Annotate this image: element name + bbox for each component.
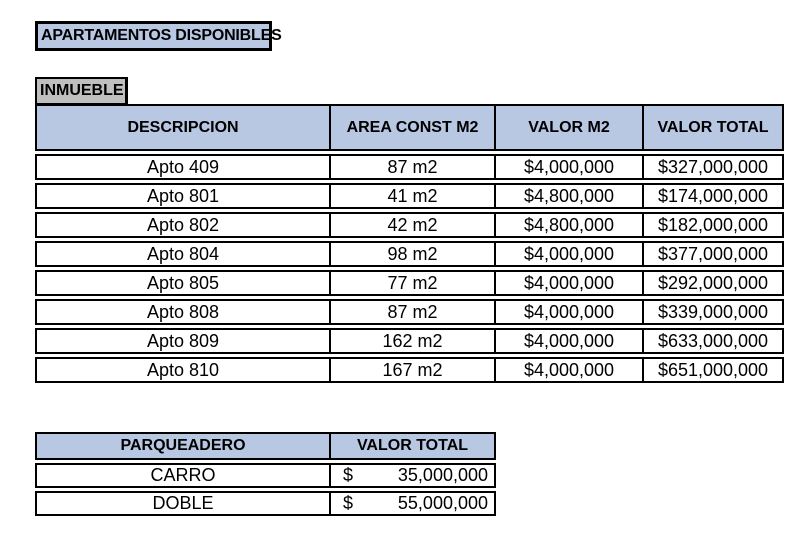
cell-area: 87 m2 xyxy=(329,299,496,325)
cell-valor-m2: $4,000,000 xyxy=(494,270,644,296)
cell-valor-total: $633,000,000 xyxy=(642,328,784,354)
cell-parking-value xyxy=(329,491,496,516)
amount-value: 35,000,000 xyxy=(397,465,488,485)
table-row xyxy=(35,328,784,354)
cell-area: 42 m2 xyxy=(329,212,496,238)
cell-area: 87 m2 xyxy=(329,154,496,180)
table-row xyxy=(35,183,784,209)
cell-descripcion: Apto 808 xyxy=(35,299,331,325)
page-title: APARTAMENTOS DISPONIBLES xyxy=(35,21,272,51)
cell-area: 167 m2 xyxy=(329,357,496,383)
cell-valor-total: $182,000,000 xyxy=(642,212,784,238)
cell-valor-total: $339,000,000 xyxy=(642,299,784,325)
cell-area: 162 m2 xyxy=(329,328,496,354)
cell-descripcion: Apto 409 xyxy=(35,154,331,180)
cell-valor-total: $327,000,000 xyxy=(642,154,784,180)
table-row xyxy=(35,270,784,296)
table-row xyxy=(35,357,784,383)
cell-descripcion: Apto 810 xyxy=(35,357,331,383)
cell-area: 77 m2 xyxy=(329,270,496,296)
currency-symbol: $ xyxy=(343,465,354,485)
cell-area: 98 m2 xyxy=(329,241,496,267)
cell-descripcion: Apto 801 xyxy=(35,183,331,209)
table-row xyxy=(35,212,784,238)
column-header-valor-total: VALOR TOTAL xyxy=(642,104,784,151)
cell-valor-total: $651,000,000 xyxy=(642,357,784,383)
column-header-valor-m2: VALOR M2 xyxy=(494,104,644,151)
table-row xyxy=(35,463,496,488)
column-header-descripcion: DESCRIPCION xyxy=(35,104,331,151)
cell-valor-m2: $4,000,000 xyxy=(494,241,644,267)
cell-valor-m2: $4,000,000 xyxy=(494,154,644,180)
cell-area: 41 m2 xyxy=(329,183,496,209)
column-header-parqueadero: PARQUEADERO xyxy=(35,432,331,460)
cell-descripcion: Apto 809 xyxy=(35,328,331,354)
cell-valor-m2: $4,800,000 xyxy=(494,183,644,209)
cell-parking-type: CARRO xyxy=(35,463,331,488)
cell-valor-m2: $4,000,000 xyxy=(494,328,644,354)
currency-symbol: $ xyxy=(343,493,354,513)
table-row xyxy=(35,241,784,267)
cell-valor-total: $292,000,000 xyxy=(642,270,784,296)
column-header-area-const: AREA CONST M2 xyxy=(329,104,496,151)
cell-parking-type: DOBLE xyxy=(35,491,331,516)
cell-descripcion: Apto 802 xyxy=(35,212,331,238)
apartments-header-row xyxy=(35,104,784,151)
cell-valor-total: $174,000,000 xyxy=(642,183,784,209)
cell-parking-value xyxy=(329,463,496,488)
parking-header-row xyxy=(35,432,496,460)
section-tab-inmueble: INMUEBLE xyxy=(35,77,128,105)
cell-valor-total: $377,000,000 xyxy=(642,241,784,267)
table-row xyxy=(35,154,784,180)
cell-valor-m2: $4,800,000 xyxy=(494,212,644,238)
apartments-table xyxy=(35,104,784,383)
cell-descripcion: Apto 805 xyxy=(35,270,331,296)
cell-descripcion: Apto 804 xyxy=(35,241,331,267)
table-row xyxy=(35,299,784,325)
table-row xyxy=(35,491,496,516)
cell-valor-m2: $4,000,000 xyxy=(494,299,644,325)
column-header-parking-valor-total: VALOR TOTAL xyxy=(329,432,496,460)
parking-table xyxy=(35,432,496,516)
amount-value: 55,000,000 xyxy=(397,493,488,513)
cell-valor-m2: $4,000,000 xyxy=(494,357,644,383)
